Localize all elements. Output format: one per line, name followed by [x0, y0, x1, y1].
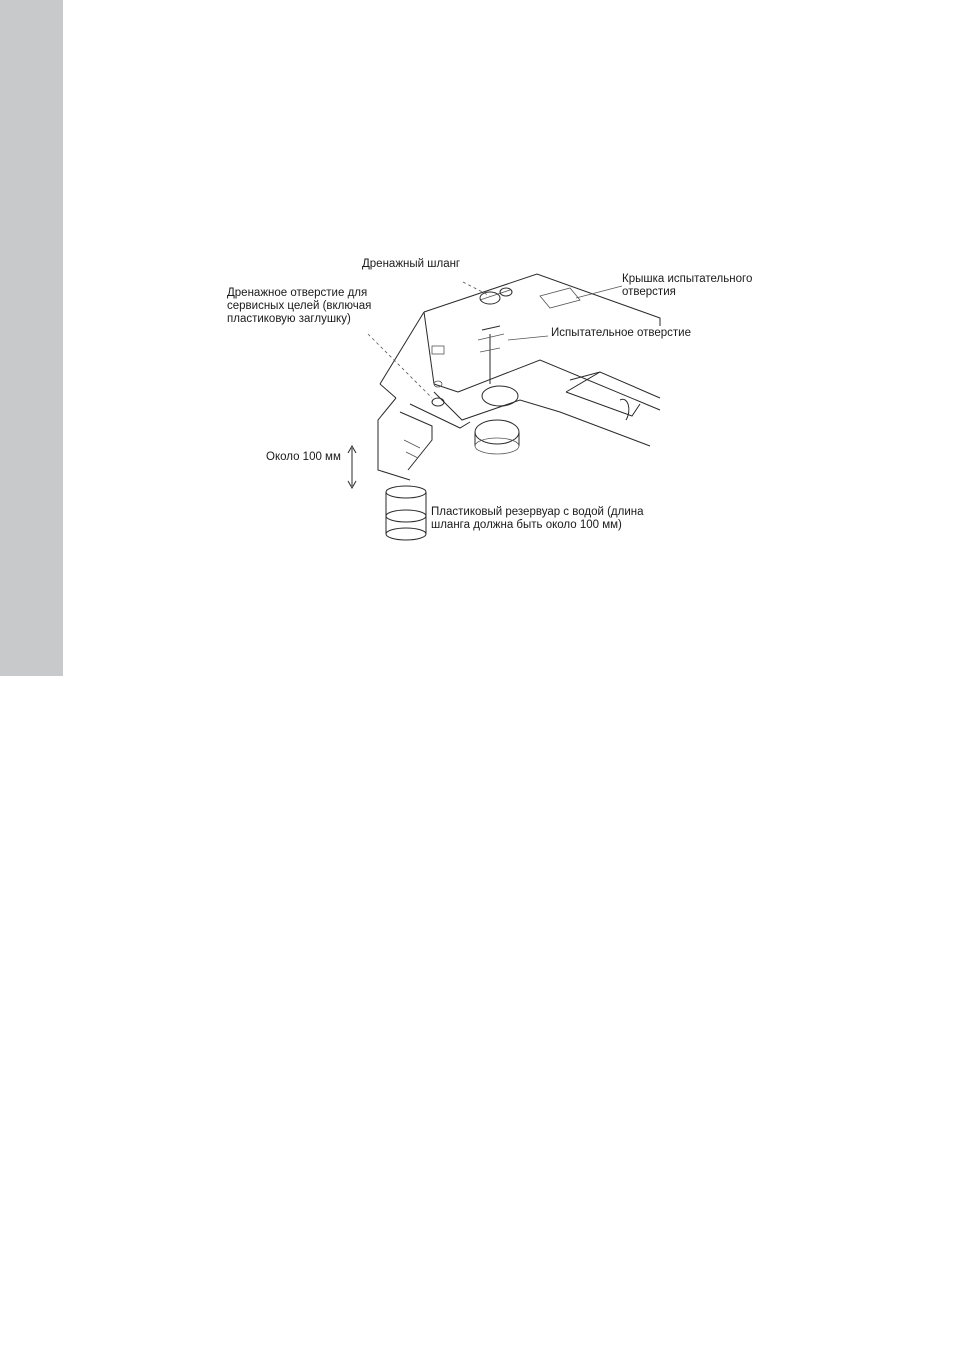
water-container-bottom	[386, 528, 426, 540]
label-distance: Около 100 мм	[266, 451, 341, 463]
label-test-cover: Крышка испытательного отверстия	[622, 273, 753, 298]
label-water-tank: Пластиковый резервуар с водой (длина шланга должна быть около 100 мм)	[431, 506, 644, 531]
label-service-drain: Дренажное отверстие для сервисных целей (включая пластиковую заглушку)	[227, 287, 372, 325]
leader-test-opening	[508, 336, 548, 340]
leader-service-drain	[368, 334, 432, 398]
water-container-mid	[386, 510, 426, 522]
service-drain-plug	[432, 398, 444, 406]
label-test-opening: Испытательное отверстие	[551, 327, 691, 339]
test-opening	[482, 326, 500, 384]
drain-hose-end	[480, 292, 500, 304]
water-container-top	[386, 486, 426, 498]
label-drain-hose: Дренажный шланг	[362, 258, 461, 270]
